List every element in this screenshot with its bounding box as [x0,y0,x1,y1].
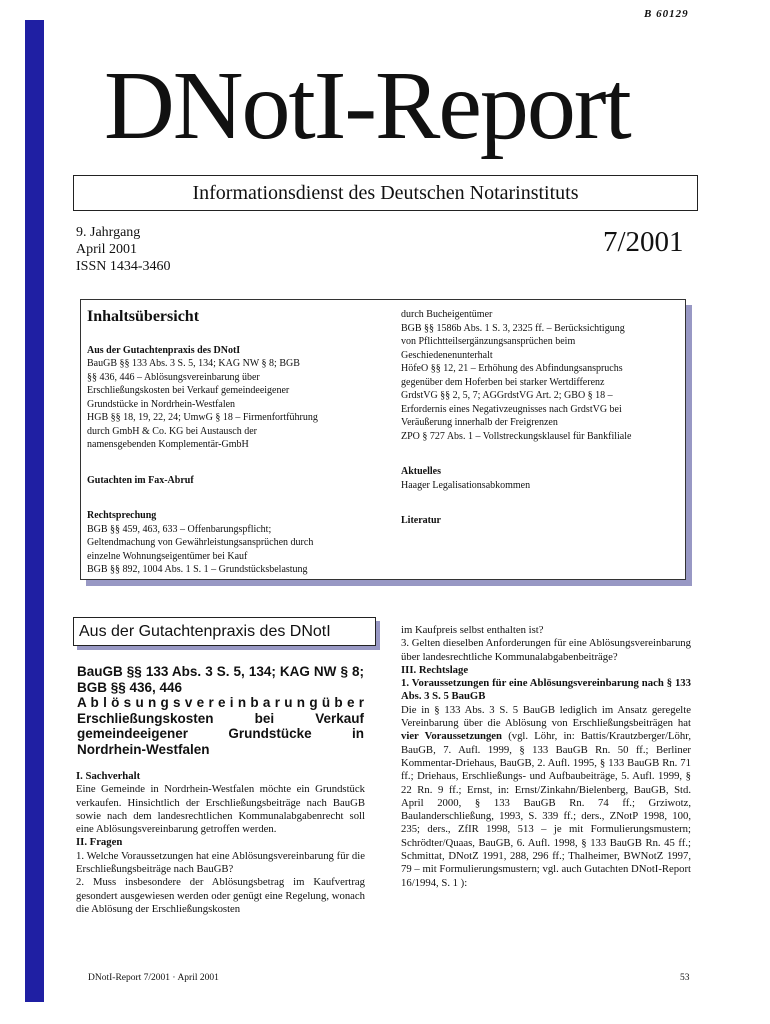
article-title-line: gemeindeeigener Grundstücke in [77,726,364,741]
issue-issn: ISSN 1434-3460 [76,259,171,274]
article-title-line: A b l ö s u n g s v e r e i n b a r u n g ü b e r [77,695,364,710]
table-of-contents [80,299,686,580]
toc-entry: Geschiedenenunterhalt [401,349,493,361]
toc-entry: von Pflichtteilsergänzungsansprüchen beim [401,336,576,347]
footer-page-number: 53 [680,973,690,983]
toc-heading: Aktuelles [401,466,441,477]
toc-heading: Literatur [401,515,441,526]
toc-entry: ZPO § 727 Abs. 1 – Vollstreckungsklausel für Bankfiliale [401,430,632,442]
toc-entry: BGB §§ 1586b Abs. 1 S. 3, 2325 ff. – Berücksichtigung [401,322,625,334]
subsection-heading: 1. Voraussetzungen für eine Ablösungsvereinbarung nach § 133 Abs. 3 S. 5 BauGB [401,677,691,703]
masthead-subtitle: Informationsdienst des Deutschen Notarinstituts [73,175,698,211]
article-title-line: Nordrhein-Westfalen [77,741,210,757]
issue-year: 9. Jahrgang [76,225,141,240]
toc-entry: Erfordernis eines Negativzeugnisses nach GrdstVG bei [401,403,622,415]
issue-number: 7/2001 [603,226,684,258]
section-heading: I. Sachverhalt [76,770,141,782]
body-paragraph: 3. Gelten dieselben Anforderungen für eine Ablösungsvereinbarung über landesrechtliche Kommunalabgabenbeiträge? [401,637,691,663]
toc-right-column [401,300,683,528]
corner-mark: B 60129 [644,8,689,20]
body-text: Die in § 133 Abs. 3 S. 5 BauGB lediglich im Ansatz geregelte Vereinbarung über die Ablösung von Erschließungsbeiträgen hat [401,703,691,730]
spacer [401,443,683,465]
toc-entry: GrdstVG §§ 2, 5, 7; AGGrdstVG Art. 2; GBO § 18 – [401,390,613,401]
toc-title: Inhaltsübersicht [87,308,200,325]
toc-left-column [87,300,371,577]
toc-entry: durch GmbH & Co. KG bei Austausch der [87,425,257,437]
toc-entry: HGB §§ 18, 19, 22, 24; UmwG § 18 – Firmenfortführung [87,412,318,423]
toc-entry: Haager Legalisationsabkommen [401,479,531,491]
toc-entry: Geltendmachung von Gewährleistungsansprüchen durch [87,537,314,548]
article-title-line: BauGB §§ 133 Abs. 3 S. 5, 134; KAG NW § 8; BGB §§ 436, 446 [77,664,364,695]
spacer [87,487,371,509]
toc-entry: Erschließungskosten bei Verkauf gemeindeeigener [87,385,290,396]
article-left-column [76,770,365,916]
section-label: Aus der Gutachtenpraxis des DNotI [73,617,376,646]
article-title [77,664,364,757]
sidebar-stripe [25,20,44,1002]
toc-entry: BauGB §§ 133 Abs. 3 S. 5, 134; KAG NW § 8; BGB [87,358,300,369]
toc-heading: Rechtsprechung [87,510,157,521]
section-heading: II. Fragen [76,836,123,849]
toc-entry: HöfeO §§ 12, 21 – Erhöhung des Abfindungsanspruchs [401,363,623,374]
footer-issue: DNotI-Report 7/2001 · April 2001 [88,973,219,983]
emphasis-text: vier Voraussetzungen [401,730,502,743]
toc-entry: einzelne Wohnungseigentümer bei Kauf [87,550,248,562]
toc-entry: Veräußerung innerhalb der Freigrenzen [401,417,558,428]
toc-entry: §§ 436, 446 – Ablösungsvereinbarung über [87,371,260,383]
issue-date: April 2001 [76,242,138,257]
body-paragraph: 2. Muss insbesondere der Ablösungsbetrag im Kaufvertrag gesondert ausgewiesen werden oder genügt eine Regelung, wonach die Ablösung der Erschließungskosten [76,876,365,915]
article-right-column [401,624,691,890]
issue-meta [76,224,171,275]
toc-heading: Aus der Gutachtenpraxis des DNotI [87,344,241,356]
toc-entry: BGB §§ 892, 1004 Abs. 1 S. 1 – Grundstücksbelastung [87,564,308,575]
toc-entry: durch Bucheigentümer [401,309,493,320]
toc-entry: BGB §§ 459, 463, 633 – Offenbarungspflicht; [87,523,272,535]
toc-entry: namensgebenden Komplementär-GmbH [87,439,249,450]
body-paragraph [401,704,691,890]
body-text: (vgl. Löhr, in: Battis/Krautzberger/Löhr, BauGB, 7. Aufl. 1999, § 133 BauGB Rn. 50 ff.; Berliner Kommentar-Driehaus, BauGB, 2. Aufl. 1995, § 133 BauGB Rn. 71 ff.; Driehaus, Erschließungs- und Aufbaubeiträge, 5. Aufl. 1999, § 22 Rn. 9 ff.; Ernst, in: Ernst/Zinkahn/Bielenberg, BauGB, Std. April 2000, § 133 BauGB Rn. 74 ff.; Grziwotz, Baulanderschließung, 1993, S. 339 ff.; ders., ZNotP 1998, 100, 235; ders., ZfIR 1998, 513 – je mit Formulierungsmustern; Schrödter/Quaas, BauGB, 6. Aufl. 1998, § 133 BauGB Rn. 45 ff.; Schmittat, DNotZ 1991, 288, 296 ff.; Thalheimer, BWNotZ 1997, 79 – mit Formulierungsmustern; vgl. auch Gutachten DNotI-Report 16/1994, S. 1 ): [401,730,692,889]
article-title-line: Erschließungskosten bei Verkauf [77,710,364,726]
body-paragraph: 1. Welche Voraussetzungen hat eine Ablösungsvereinbarung für die Erschließungsbeiträge nach BauGB? [76,849,365,876]
toc-heading: Gutachten im Fax-Abruf [87,474,194,486]
body-paragraph: Eine Gemeinde in Nordrhein-Westfalen möchte ein Grundstück verkaufen. Hinsichtlich der Erschließungsbeiträge nach BauGB sowie nach dem landesrechtlichen Kommunalabgabenrecht soll eine Ablösungsvereinbarung getroffen werden. [76,783,365,836]
spacer [87,452,371,474]
body-paragraph: im Kaufpreis selbst enthalten ist? [401,624,544,636]
spacer [401,492,683,514]
masthead-title: DNotI-Report [104,52,630,160]
toc-entry: gegenüber dem Hoferben bei starker Wertdifferenz [401,376,605,388]
section-heading: III. Rechtslage [401,663,469,676]
toc-entry: Grundstücke in Nordrhein-Westfalen [87,398,236,410]
